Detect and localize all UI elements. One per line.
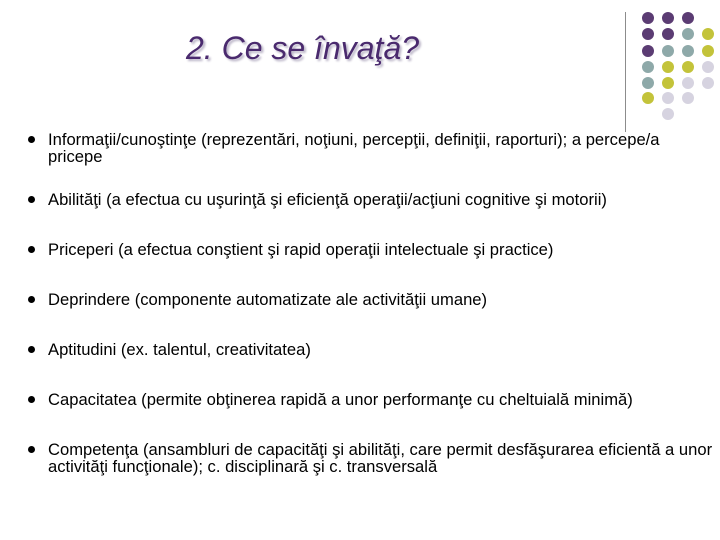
- bullet-dot-icon: [28, 346, 35, 353]
- bullet-text: Capacitatea (permite obţinerea rapidă a unor performanţe cu cheltuială minimă): [48, 390, 633, 409]
- decor-dot: [662, 77, 674, 89]
- bullet-dot-icon: [28, 446, 35, 453]
- decor-dot: [702, 45, 714, 57]
- decor-dot: [662, 12, 674, 24]
- bullet-text: Abilităţi (a efectua cu uşurinţă şi eficienţă operaţii/acţiuni cognitive şi motorii): [48, 190, 607, 209]
- decor-dot: [642, 12, 654, 24]
- decor-dot: [642, 61, 654, 73]
- bullet-text: Deprindere (componente automatizate ale activităţii umane): [48, 290, 488, 309]
- decor-dot: [642, 45, 654, 57]
- bullet-item: [28, 191, 718, 208]
- decor-dot: [702, 28, 714, 40]
- slide-title: 2. Ce se învaţă?: [186, 30, 420, 66]
- dot-row-7: [662, 108, 674, 120]
- bullet-dot-icon: [28, 246, 35, 253]
- decor-dot: [642, 28, 654, 40]
- decor-dot: [682, 61, 694, 73]
- bullet-dot-icon: [28, 196, 35, 203]
- bullet-text: Competenţa (ansambluri de capacităţi şi abilităţi, care permit desfăşurarea eficientă a unor activităţi funcţionale); c. disciplinară şi c. transversală: [48, 440, 713, 476]
- dot-row-3: [642, 45, 714, 57]
- decor-dot: [682, 92, 694, 104]
- bullet-list: [28, 131, 718, 475]
- decor-dot: [662, 61, 674, 73]
- bullet-text: Priceperi (a efectua conştient şi rapid operaţii intelectuale şi practice): [48, 240, 554, 259]
- decor-dot: [662, 108, 674, 120]
- bullet-item: [28, 131, 718, 165]
- bullet-dot-icon: [28, 136, 35, 143]
- decor-dot: [702, 77, 714, 89]
- decor-dot: [682, 12, 694, 24]
- decor-dot: [662, 92, 674, 104]
- bullet-dot-icon: [28, 296, 35, 303]
- bullet-item: [28, 391, 718, 408]
- bullet-text: Informaţii/cunoştinţe (reprezentări, noţiuni, percepţii, definiţii, raporturi); a percepe/a pricepe: [48, 130, 660, 166]
- dot-row-5: [642, 77, 714, 89]
- decor-dot: [682, 77, 694, 89]
- decor-dot: [682, 28, 694, 40]
- decor-dot: [662, 28, 674, 40]
- bullet-dot-icon: [28, 396, 35, 403]
- dot-row-4: [642, 61, 714, 73]
- dot-row-1: [642, 12, 694, 24]
- decor-dot: [642, 92, 654, 104]
- bullet-item: [28, 441, 718, 475]
- bullet-item: [28, 241, 718, 258]
- decorative-dot-grid: [0, 0, 720, 130]
- decor-dot: [682, 45, 694, 57]
- bullet-text: Aptitudini (ex. talentul, creativitatea): [48, 340, 311, 359]
- decorative-vertical-rule: [625, 12, 626, 132]
- dot-row-6: [642, 92, 694, 104]
- bullet-item: [28, 341, 718, 358]
- decor-dot: [642, 77, 654, 89]
- dot-row-2: [642, 28, 714, 40]
- decor-dot: [702, 61, 714, 73]
- decor-dot: [662, 45, 674, 57]
- bullet-item: [28, 291, 718, 308]
